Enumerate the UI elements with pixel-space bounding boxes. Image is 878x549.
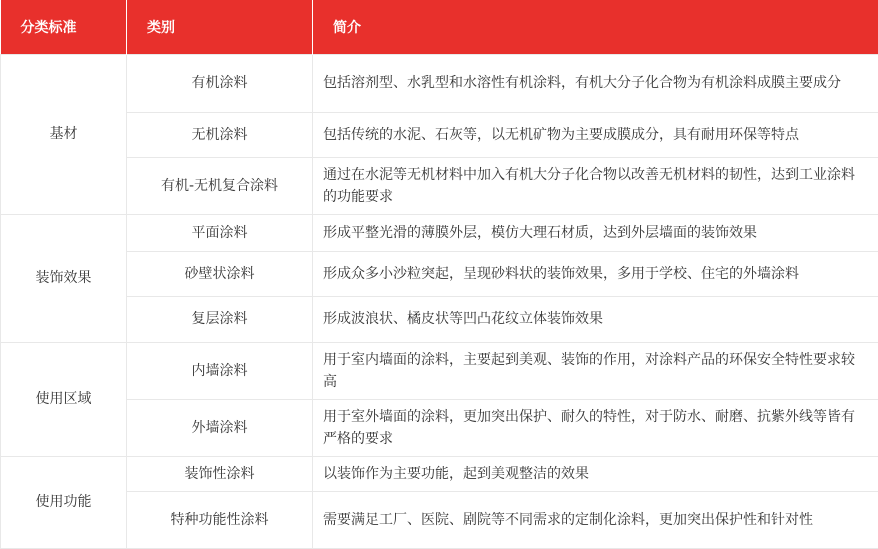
- table-row: [1, 296, 878, 342]
- description-cell: 通过在水泥等无机材料中加入有机大分子化合物以改善无机材料的韧性，达到工业涂料的功能要求: [313, 157, 878, 214]
- category-cell: 特种功能性涂料: [127, 491, 313, 548]
- category-cell: 平面涂料: [127, 214, 313, 251]
- category-cell: 无机涂料: [127, 112, 313, 157]
- table-row: [1, 112, 878, 157]
- category-cell: 复层涂料: [127, 296, 313, 342]
- description-cell: 以装饰作为主要功能，起到美观整洁的效果: [313, 456, 878, 491]
- description-cell: 用于室外墙面的涂料，更加突出保护、耐久的特性，对于防水、耐磨、抗紫外线等皆有严格的要求: [313, 399, 878, 456]
- header-classification-standard: 分类标准: [1, 0, 127, 54]
- category-cell: 外墙涂料: [127, 399, 313, 456]
- group-label-decorative-effect: 装饰效果: [1, 214, 127, 342]
- category-cell: 有机-无机复合涂料: [127, 157, 313, 214]
- description-cell: 需要满足工厂、医院、剧院等不同需求的定制化涂料，更加突出保护性和针对性: [313, 491, 878, 548]
- header-category: 类别: [127, 0, 313, 54]
- table-row: [1, 342, 878, 399]
- category-cell: 有机涂料: [127, 54, 313, 112]
- table-row: [1, 456, 878, 491]
- header-description: 简介: [313, 0, 878, 54]
- group-label-usage-area: 使用区域: [1, 342, 127, 456]
- description-cell: 形成波浪状、橘皮状等凹凸花纹立体装饰效果: [313, 296, 878, 342]
- table-row: [1, 54, 878, 112]
- description-cell: 包括溶剂型、水乳型和水溶性有机涂料，有机大分子化合物为有机涂料成膜主要成分: [313, 54, 878, 112]
- category-cell: 装饰性涂料: [127, 456, 313, 491]
- table-row: [1, 491, 878, 548]
- category-cell: 砂壁状涂料: [127, 251, 313, 296]
- group-label-usage-function: 使用功能: [1, 456, 127, 548]
- description-cell: 形成平整光滑的薄膜外层，模仿大理石材质，达到外层墙面的装饰效果: [313, 214, 878, 251]
- group-label-substrate: 基材: [1, 54, 127, 214]
- table-row: [1, 157, 878, 214]
- description-cell: 形成众多小沙粒突起，呈现砂料状的装饰效果，多用于学校、住宅的外墙涂料: [313, 251, 878, 296]
- category-cell: 内墙涂料: [127, 342, 313, 399]
- table-row: [1, 399, 878, 456]
- table-row: [1, 251, 878, 296]
- description-cell: 包括传统的水泥、石灰等，以无机矿物为主要成膜成分，具有耐用环保等特点: [313, 112, 878, 157]
- header-row: [1, 0, 878, 54]
- description-cell: 用于室内墙面的涂料，主要起到美观、装饰的作用，对涂料产品的环保安全特性要求较高: [313, 342, 878, 399]
- table-row: [1, 214, 878, 251]
